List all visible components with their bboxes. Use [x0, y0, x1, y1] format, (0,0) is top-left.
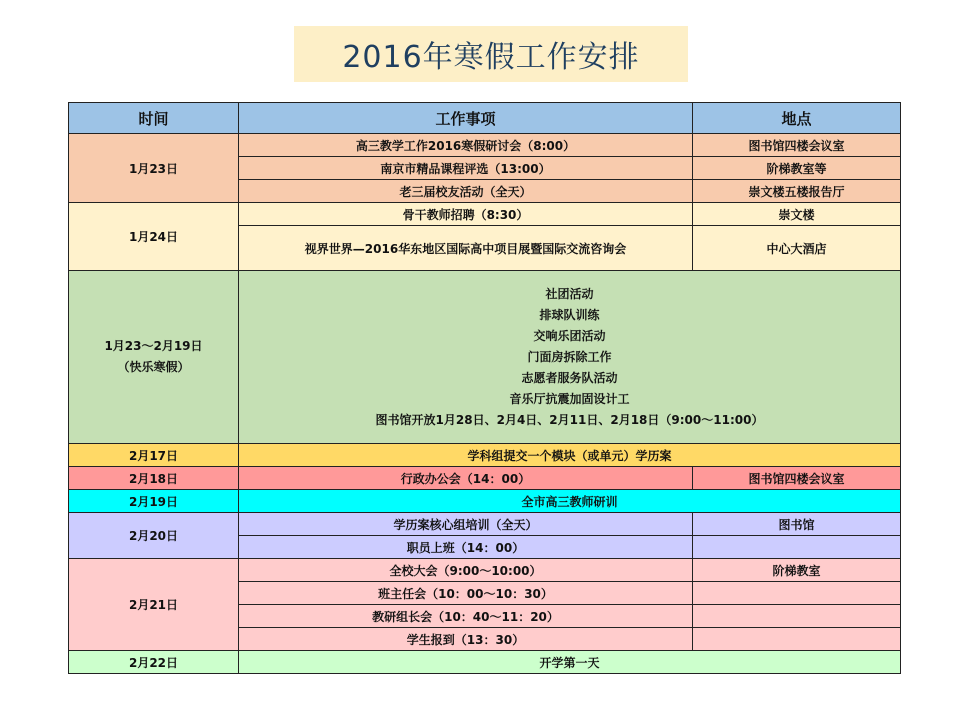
place-cell: 图书馆四楼会议室: [693, 134, 901, 157]
place-cell: 图书馆四楼会议室: [693, 467, 901, 490]
place-cell: [693, 605, 901, 628]
task-cell: 教研组长会（10：40～11：20）: [239, 605, 693, 628]
date-cell: 2月18日: [69, 467, 239, 490]
task-cell: 学生报到（13：30）: [239, 628, 693, 651]
task-cell: 学历案核心组培训（全天）: [239, 513, 693, 536]
place-cell: 崇文楼: [693, 203, 901, 226]
task-line: 交响乐团活动: [533, 328, 606, 343]
table-row: [69, 203, 901, 226]
place-cell: [693, 536, 901, 559]
header-time: 时间: [69, 103, 239, 134]
page-title: 2016年寒假工作安排: [342, 40, 640, 75]
task-cell: 行政办公会（14：00）: [239, 467, 693, 490]
place-cell: 崇文楼五楼报告厅: [693, 180, 901, 203]
header-row: [69, 103, 901, 134]
title-box: [294, 26, 688, 82]
date-cell: 2月19日: [69, 490, 239, 513]
table-row: [69, 490, 901, 513]
header-work: 工作事项: [239, 103, 693, 134]
task-cell: 骨干教师招聘（8:30）: [239, 203, 693, 226]
task-cell: [239, 271, 901, 444]
header-place: 地点: [693, 103, 901, 134]
date-cell: 2月21日: [69, 559, 239, 651]
table-row: [69, 467, 901, 490]
task-cell: 全市高三教师研训: [239, 490, 901, 513]
task-cell: 老三届校友活动（全天）: [239, 180, 693, 203]
task-cell: 高三教学工作2016寒假研讨会（8:00）: [239, 134, 693, 157]
task-cell: 视界世界—2016华东地区国际高中项目展暨国际交流咨询会: [239, 226, 693, 271]
schedule-table: [68, 102, 901, 674]
task-line: 社团活动: [545, 286, 594, 301]
task-cell: 学科组提交一个模块（或单元）学历案: [239, 444, 901, 467]
table-row: [69, 559, 901, 582]
date-line: 1月23～2月19日: [104, 339, 203, 353]
task-line: 图书馆开放1月28日、2月4日、2月11日、2月18日（9:00～11:00）: [375, 412, 764, 427]
table-row: [69, 134, 901, 157]
table-row: [69, 444, 901, 467]
task-cell: 全校大会（9:00～10:00）: [239, 559, 693, 582]
task-line: 志愿者服务队活动: [521, 370, 618, 385]
table-row: [69, 651, 901, 674]
task-line: 音乐厅抗震加固设计工: [509, 391, 630, 406]
date-cell: 1月24日: [69, 203, 239, 271]
table-row: [69, 271, 901, 444]
task-line: 门面房拆除工作: [527, 349, 612, 364]
table-row: [69, 513, 901, 536]
place-cell: [693, 582, 901, 605]
place-cell: [693, 628, 901, 651]
date-cell: 1月23日: [69, 134, 239, 203]
place-cell: 阶梯教室: [693, 559, 901, 582]
date-cell: 2月22日: [69, 651, 239, 674]
task-line: 排球队训练: [539, 307, 600, 322]
date-line: （快乐寒假）: [117, 360, 190, 374]
task-cell: 南京市精品课程评选（13:00）: [239, 157, 693, 180]
place-cell: 图书馆: [693, 513, 901, 536]
place-cell: 中心大酒店: [693, 226, 901, 271]
date-cell: [69, 271, 239, 444]
place-cell: 阶梯教室等: [693, 157, 901, 180]
date-cell: 2月17日: [69, 444, 239, 467]
task-cell: 开学第一天: [239, 651, 901, 674]
date-cell: 2月20日: [69, 513, 239, 559]
task-cell: 班主任会（10：00～10：30）: [239, 582, 693, 605]
task-cell: 职员上班（14：00）: [239, 536, 693, 559]
